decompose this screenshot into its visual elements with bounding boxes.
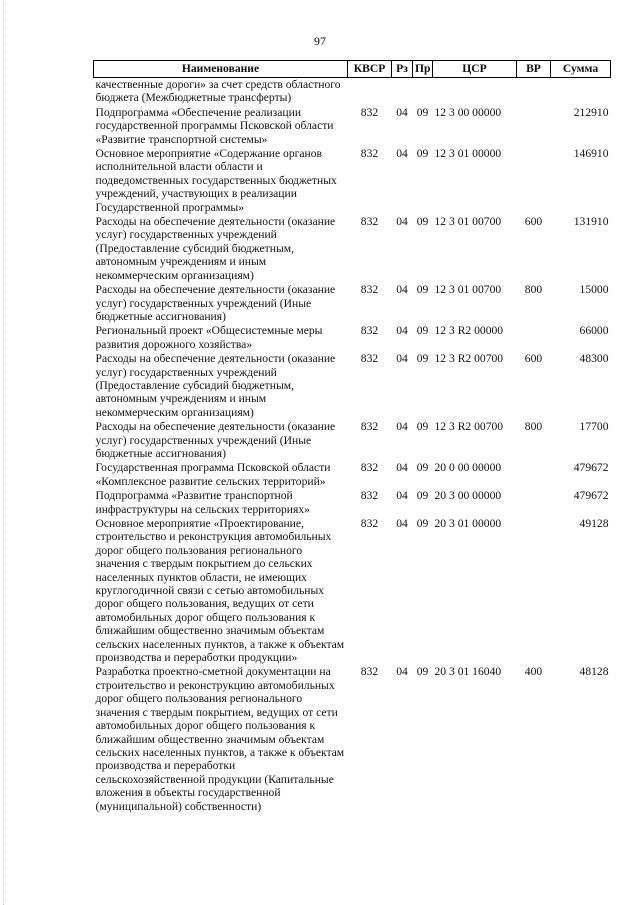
row-pr: 09	[416, 105, 429, 119]
row-rz: 04	[396, 352, 408, 366]
row-kvsr: 832	[360, 420, 379, 434]
page-number: 97	[314, 34, 326, 48]
table-row	[94, 215, 611, 283]
row-vr: 600	[524, 352, 543, 366]
row-pr: 09	[416, 517, 429, 530]
row-vr	[517, 147, 551, 215]
row-sum: 17700	[579, 420, 609, 434]
header-name: Наименование	[94, 61, 348, 78]
row-name: Разработка проектно-сметной документации на строительство и реконструкцию автомобильных дорог общего пользования регионального значения с твердым покрытием, ведущих от сети автомобильных дорог общего пользования к ближайшим общественно значимым объектам сельских населенных пунктов, а также к объектам производства и переработки сельскохозяйственной продукции (Капитальные вложения в объекты государственной (муниципальной) собственности)	[95, 665, 345, 813]
row-rz: 04	[396, 420, 408, 434]
row-sum: 479672	[573, 461, 609, 475]
row-csr: 12 3 R2 00700	[434, 420, 504, 434]
row-pr: 09	[416, 283, 429, 297]
row-kvsr: 832	[360, 324, 379, 338]
row-kvsr: 832	[360, 489, 379, 503]
row-name: Подпрограмма «Развитие транспортной инфраструктуры на сельских территориях»	[95, 489, 310, 516]
row-sum: 212910	[573, 105, 609, 119]
row-csr: 12 3 00 00000	[434, 105, 502, 119]
table-row	[94, 420, 611, 461]
row-vr: 800	[524, 420, 543, 434]
table-row	[94, 78, 611, 106]
table-row	[94, 665, 611, 813]
row-rz: 04	[396, 665, 408, 679]
row-kvsr: 832	[360, 215, 379, 229]
row-rz: 04	[396, 147, 408, 161]
header-csr: ЦСР	[433, 61, 517, 78]
header-kvsr: КВСР	[348, 61, 392, 78]
table-row	[94, 147, 611, 215]
row-kvsr: 832	[360, 461, 379, 475]
row-pr	[413, 78, 433, 106]
row-rz: 04	[396, 105, 408, 119]
row-csr: 20 0 00 00000	[434, 461, 502, 475]
header-vr: ВР	[517, 61, 551, 78]
table-row	[94, 461, 611, 489]
row-sum: 48128	[579, 665, 609, 679]
row-vr: 600	[524, 215, 543, 229]
row-vr: 400	[524, 665, 543, 679]
row-vr	[517, 517, 551, 665]
row-pr: 09	[416, 147, 429, 161]
header-sum: Сумма	[551, 61, 611, 78]
row-vr	[517, 461, 551, 489]
row-rz: 04	[396, 283, 408, 297]
row-pr: 09	[416, 420, 429, 434]
row-pr: 09	[416, 324, 429, 338]
row-pr: 09	[416, 215, 429, 229]
row-csr: 20 3 01 00000	[434, 517, 502, 530]
row-kvsr: 832	[360, 147, 379, 161]
table-row	[94, 106, 611, 147]
table-row	[94, 517, 611, 665]
row-csr: 12 3 R2 00000	[434, 324, 504, 338]
row-csr: 12 3 R2 00700	[434, 352, 504, 366]
row-sum: 48300	[579, 352, 609, 366]
row-csr	[433, 78, 517, 106]
row-rz: 04	[396, 489, 408, 503]
row-name: Основное мероприятие «Проектирование, строительство и реконструкция автомобильных дорог общего пользования регионального значения с твердым покрытием до сельских населенных пунктов области, не имеющих круглогодичной связи с сетью автомобильных дорог общего пользования, ведущих от сети автомобильных дорог общего пользования к ближайшим общественно значимым объектам сельских населенных пунктов, а также к объектам производства и переработки продукции»	[95, 517, 345, 665]
row-csr: 12 3 01 00000	[434, 147, 502, 161]
row-csr: 12 3 01 00700	[434, 215, 502, 229]
row-vr	[517, 489, 551, 517]
row-kvsr: 832	[360, 352, 379, 366]
row-vr: 800	[524, 283, 543, 297]
row-name: Расходы на обеспечение деятельности (оказание услуг) государственных учреждений (Предоставление субсидий бюджетным, автономным учреждениям и иным некоммерческим организациям)	[95, 215, 336, 282]
table-row	[94, 352, 611, 420]
row-name: Подпрограмма «Обеспечение реализации государственной программы Псковской области «Развитие транспортной системы»	[95, 105, 334, 146]
table-row	[94, 489, 611, 517]
row-name: Основное мероприятие «Содержание органов исполнительной власти области и подведомственных государственных бюджетных учреждений, участвующих в реализации Государственной программы»	[95, 147, 337, 214]
row-sum: 479672	[573, 489, 609, 503]
row-pr: 09	[416, 352, 429, 366]
row-rz: 04	[396, 324, 408, 338]
row-name: Расходы на обеспечение деятельности (оказание услуг) государственных учреждений (Иные бюджетные ассигнования)	[95, 420, 336, 460]
scan-edge-marks	[3, 0, 5, 905]
row-csr: 20 3 00 00000	[434, 489, 502, 503]
row-name: Расходы на обеспечение деятельности (оказание услуг) государственных учреждений (Предоставление субсидий бюджетным, автономным учреждениям и иным некоммерческим организациям)	[95, 352, 336, 419]
row-sum: 146910	[573, 147, 609, 161]
table-row	[94, 324, 611, 352]
row-name: Расходы на обеспечение деятельности (оказание услуг) государственных учреждений (Иные бюджетные ассигнования)	[95, 283, 336, 323]
table-row	[94, 283, 611, 324]
row-rz	[392, 78, 413, 106]
row-csr: 20 3 01 16040	[434, 665, 502, 679]
row-vr	[517, 78, 551, 106]
row-kvsr: 832	[360, 665, 379, 679]
row-sum: 66000	[579, 324, 609, 338]
row-rz: 04	[396, 215, 408, 229]
row-vr	[517, 106, 551, 147]
table-header-row	[94, 61, 611, 78]
row-pr: 09	[416, 461, 429, 475]
row-kvsr: 832	[360, 283, 379, 297]
row-sum: 49128	[579, 517, 609, 530]
row-pr: 09	[416, 489, 429, 503]
header-rz: Рз	[392, 61, 413, 78]
row-name: Региональный проект «Общесистемные меры развития дорожного хозяйства»	[95, 324, 323, 351]
row-sum: 131910	[573, 215, 609, 229]
row-kvsr	[348, 78, 392, 106]
budget-table	[93, 60, 611, 814]
row-rz: 04	[396, 461, 408, 475]
header-pr: Пр	[413, 61, 433, 78]
row-vr	[517, 324, 551, 352]
row-sum: 15000	[579, 283, 609, 297]
row-sum	[551, 78, 611, 106]
row-name: качественные дороги» за счет средств областного бюджета (Межбюджетные трансферты)	[95, 78, 341, 105]
row-rz: 04	[396, 517, 408, 530]
row-kvsr: 832	[360, 517, 379, 530]
row-name: Государственная программа Псковской области «Комплексное развитие сельских территорий»	[95, 461, 331, 488]
row-csr: 12 3 01 00700	[434, 283, 502, 297]
row-pr: 09	[416, 665, 429, 679]
row-kvsr: 832	[360, 105, 379, 119]
